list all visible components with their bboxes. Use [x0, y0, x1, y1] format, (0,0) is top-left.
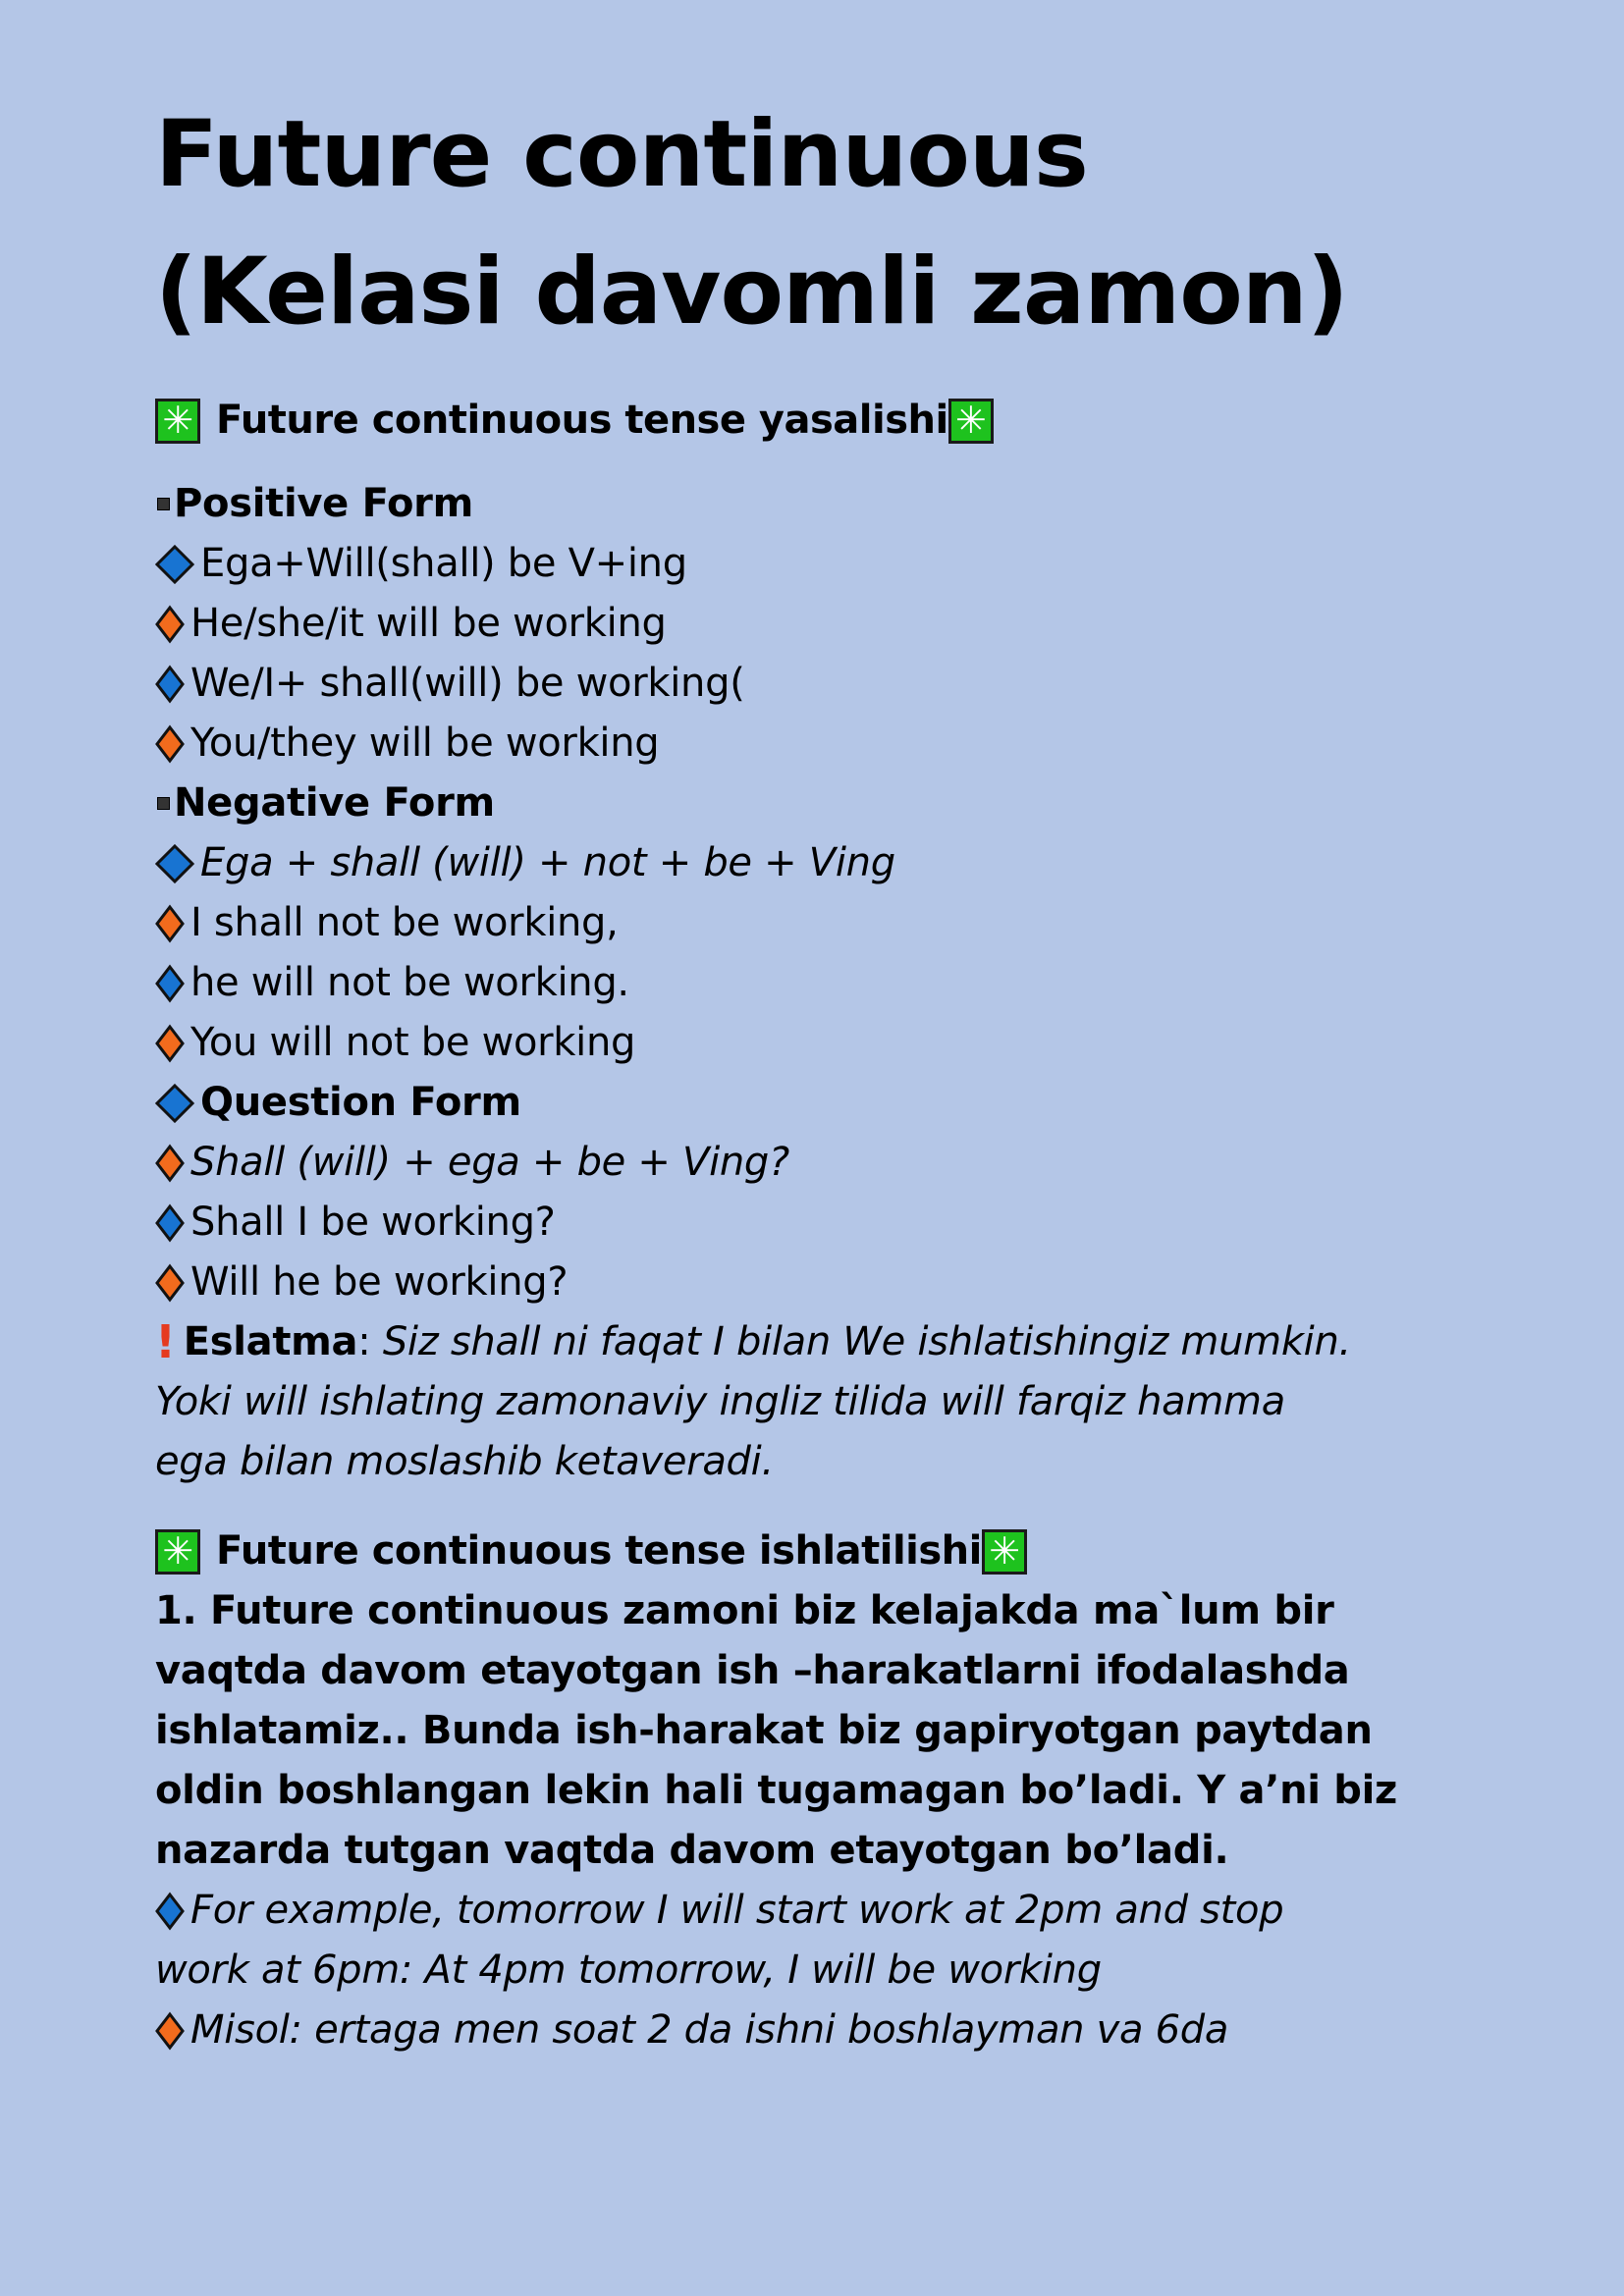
blue-diamond-icon: [155, 1203, 185, 1243]
note-label: Eslatma: [183, 1319, 358, 1364]
sparkle-icon: ✳: [155, 399, 200, 444]
square-bullet-icon: [157, 797, 170, 810]
list-item: Will he be working?: [155, 1253, 1530, 1312]
orange-diamond-icon: [155, 1263, 185, 1303]
section-heading-usage: [155, 1522, 1530, 1581]
list-item: Ega+Will(shall) be V+ing: [155, 534, 1530, 594]
negative-form-label: Negative Form: [155, 774, 1530, 833]
title-line-2: (Kelasi davomli zamon): [155, 239, 1348, 346]
section-heading-text: Future continuous tense ishlatilishi: [216, 1528, 982, 1574]
list-item: You/they will be working: [155, 714, 1530, 774]
blue-diamond-icon: [155, 1084, 194, 1123]
orange-diamond-icon: [155, 2011, 185, 2051]
square-bullet-icon: [157, 498, 170, 510]
example-line-continued: work at 6pm: At 4pm tomorrow, I will be working: [155, 1948, 1102, 1993]
blue-diamond-icon: [155, 1892, 185, 1931]
blue-diamond-icon: [155, 844, 194, 883]
blue-diamond-icon: [155, 545, 194, 584]
page-title: [155, 86, 1530, 361]
blue-diamond-icon: [155, 665, 185, 704]
list-item: he will not be working.: [155, 953, 1530, 1013]
list-item: Shall (will) + ega + be + Ving?: [155, 1133, 1530, 1193]
usage-paragraph: 1. Future continuous zamoni biz kelajakda ma`lum bir vaqtda davom etayotgan ish –harakatlarni ifodalashda ishlatamiz.. Bunda ish-harakat biz gapiryotgan paytdan oldin boshlangan lekin hali tugamagan bo’ladi. Y a’ni biz nazarda tutgan vaqtda davom etayotgan bo’ladi.: [155, 1588, 1398, 1873]
orange-diamond-icon: [155, 904, 185, 943]
list-item: You will not be working: [155, 1013, 1530, 1073]
section-heading-text: Future continuous tense yasalishi: [216, 398, 948, 443]
document-page: [155, 0, 1530, 2060]
list-item: Ega + shall (will) + not + be + Ving: [155, 833, 1530, 893]
misol-line: Misol: ertaga men soat 2 da ishni boshlayman va 6da: [155, 2001, 1530, 2060]
title-line-1: Future continuous: [155, 101, 1088, 208]
exclamation-icon: !: [155, 1315, 176, 1368]
list-item: We/I+ shall(will) be working(: [155, 654, 1530, 714]
list-item: I shall not be working,: [155, 893, 1530, 953]
positive-form-label: Positive Form: [155, 474, 1530, 534]
sparkle-icon: ✳: [948, 399, 994, 444]
orange-diamond-icon: [155, 724, 185, 764]
orange-diamond-icon: [155, 1144, 185, 1183]
question-form-label: Question Form: [155, 1073, 1530, 1133]
example-line: For example, tomorrow I will start work at 2pm and stop: [155, 1881, 1530, 1941]
section-heading-formation: [155, 391, 1530, 451]
blue-diamond-icon: [155, 964, 185, 1003]
note-block: ! Eslatma : Siz shall ni faqat I bilan We ishlatishingiz mumkin. Yoki will ishlating zamonaviy ingliz tilida will farqiz hamma ega bilan moslashib ketaveradi.: [155, 1312, 1530, 1492]
orange-diamond-icon: [155, 1024, 185, 1063]
orange-diamond-icon: [155, 605, 185, 644]
list-item: He/she/it will be working: [155, 594, 1530, 654]
list-item: Shall I be working?: [155, 1193, 1530, 1253]
sparkle-icon: ✳: [155, 1529, 200, 1575]
sparkle-icon: ✳: [982, 1529, 1027, 1575]
